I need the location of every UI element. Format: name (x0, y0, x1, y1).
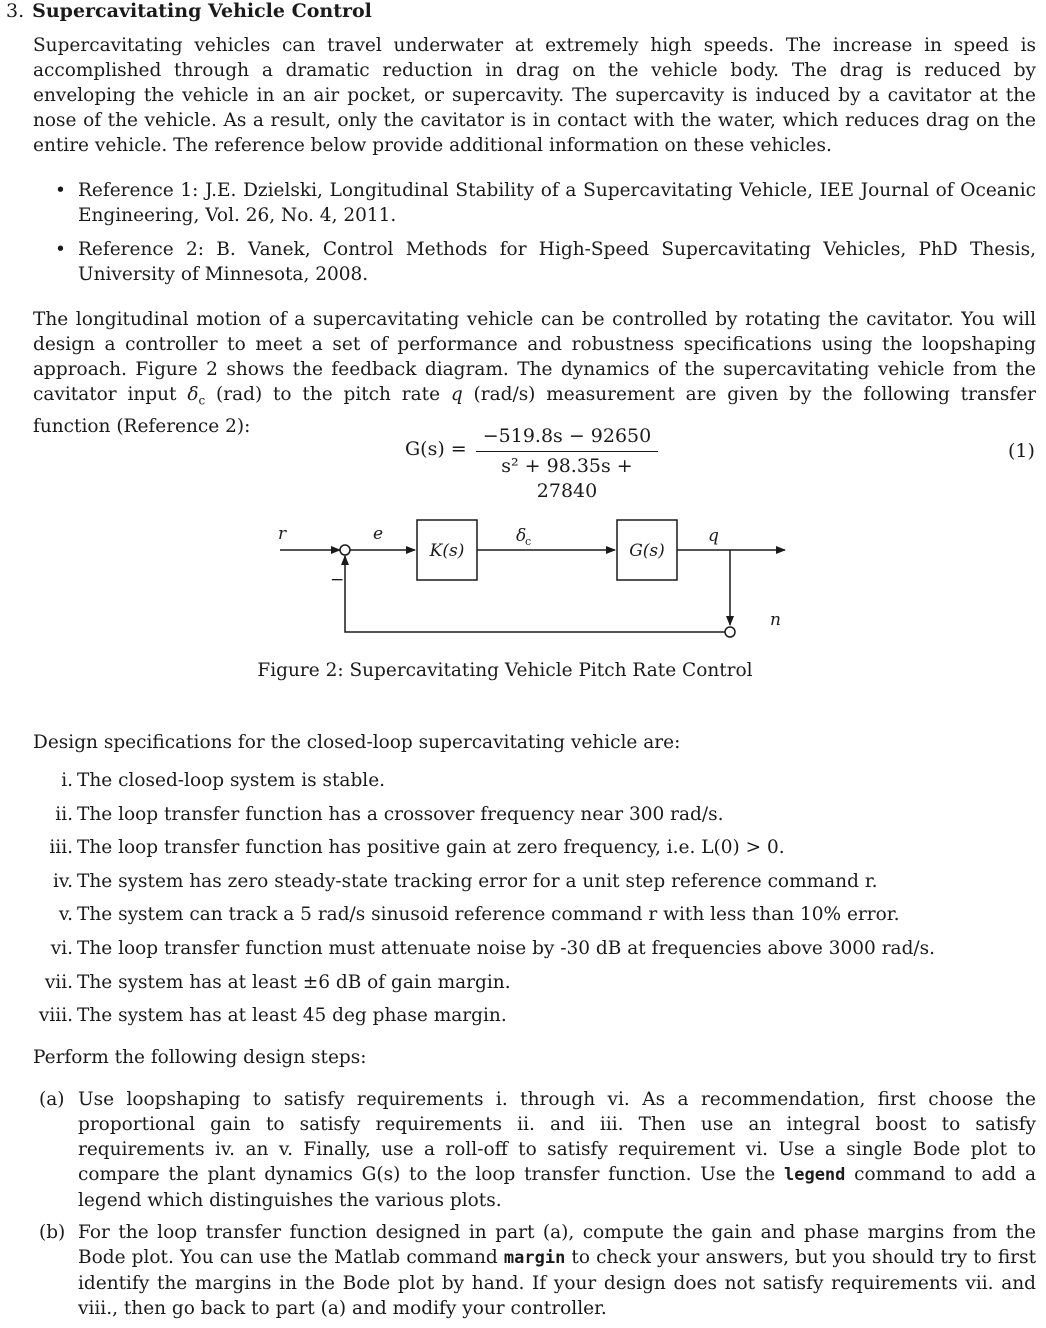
step-text-2: command to add a legend which distinguishes the various plots. (78, 1164, 1036, 1211)
code-margin: margin (503, 1248, 566, 1268)
label-K: K(s) (429, 541, 465, 561)
spec-item (33, 768, 1036, 802)
delta-subscript: c (198, 393, 206, 408)
spec-item (33, 1003, 1036, 1037)
bullet-icon: • (55, 180, 66, 201)
intro-paragraph: Supercavitating vehicles can travel underwater at extremely high speeds. The increase in speed is accomplished through a dramatic reduction in drag on the vehicle body. The drag is reduced by enveloping the vehicle in an air pocket, or supercavity. The supercavity is induced by a cavitator at the nose of the vehicle. As a result, only the cavitator is in contact with the water, which reduces drag on the entire vehicle. The reference below provide additional information on these vehicles. (33, 35, 1036, 156)
step-label: (a) (39, 1089, 65, 1110)
q-symbol: q (450, 384, 463, 405)
spec-list (33, 768, 1036, 1037)
spec-number: iii. (49, 837, 73, 859)
motion-text-2: (rad) to the pitch rate (205, 384, 451, 405)
label-minus: − (330, 570, 345, 590)
label-delta-sub: c (525, 535, 532, 548)
equation-numerator: −519.8s − 92650 (482, 425, 652, 447)
fraction-bar (476, 451, 658, 452)
delta-symbol: δ (187, 384, 199, 405)
spec-number: v. (58, 904, 73, 926)
reference-text: Reference 1: J.E. Dzielski, Longitudinal Stability of a Supercavitating Vehicle, IEE Journal of Oceanic Engineering, Vol. 26, No. 4, 2011. (78, 180, 1036, 226)
spec-text: The loop transfer function must attenuate noise by -30 dB at frequencies above 3000 rad/s. (77, 937, 936, 959)
spec-number: i. (61, 770, 73, 791)
spec-text: The closed-loop system is stable. (77, 770, 386, 791)
step-item (33, 1087, 1036, 1213)
label-e: e (373, 524, 384, 544)
equation-lhs: G(s) = (405, 438, 467, 460)
label-r: r (278, 524, 287, 544)
spec-number: ii. (55, 803, 73, 825)
spec-text: The system has at least ±6 dB of gain margin. (77, 971, 511, 993)
steps-list (33, 1087, 1036, 1328)
step-text-2: to check your answers, but you should try to first identify the margins in the Bode plot by hand. If your design does not satisfy requirements vii. and viii., then go back to part (a) and modify your controller. (78, 1247, 1036, 1319)
equation-tag: (1) (1008, 440, 1035, 462)
spec-text: The system has at least 45 deg phase margin. (77, 1005, 507, 1027)
spec-item (33, 936, 1036, 970)
spec-item (33, 835, 1036, 869)
equation-fraction (474, 424, 660, 502)
reference-list (33, 178, 1036, 296)
spec-item (33, 970, 1036, 1004)
step-label: (b) (39, 1222, 66, 1243)
code-legend: legend (783, 1165, 846, 1185)
label-delta: δ (516, 526, 527, 546)
motion-text-1: The longitudinal motion of a supercavitating vehicle can be controlled by rotating the cavitator. You will design a controller to meet a set of performance and robustness specifications using the loopshaping approach. Figure 2 shows the feedback diagram. The dynamics of the supercavitating vehicle from the cavitator input (33, 309, 1036, 405)
spec-number: viii. (38, 1005, 73, 1027)
equation-denominator: s² + 98.35s + 27840 (501, 455, 633, 502)
reference-item (33, 237, 1036, 287)
spec-item (33, 902, 1036, 936)
spec-number: vii. (44, 971, 73, 993)
spec-text: The system can track a 5 rad/s sinusoid reference command r with less than 10% error. (77, 904, 900, 926)
spec-item (33, 869, 1036, 903)
step-text-1: For the loop transfer function designed in part (a), compute the gain and phase margins from the Bode plot. You can use the Matlab command (78, 1222, 1036, 1268)
step-text-1: Use loopshaping to satisfy requirements i. through vi. As a recommendation, first choose the proportional gain to satisfy requirements ii. and iii. Then use an integral boost to satisfy requirements iv. an v. Finally, use a roll-off to satisfy requirement vi. Use a single Bode plot to compare the plant dynamics G(s) to the loop transfer function. Use the (78, 1089, 1036, 1185)
feedback-diagram (260, 515, 800, 645)
figure-caption: Figure 2: Supercavitating Vehicle Pitch Rate Control (257, 660, 753, 681)
bullet-icon: • (55, 239, 66, 260)
summing-junction (340, 545, 350, 555)
section-title: Supercavitating Vehicle Control (32, 0, 372, 22)
reference-text: Reference 2: B. Vanek, Control Methods for High-Speed Supercavitating Vehicles, PhD Thesis, University of Minnesota, 2008. (78, 239, 1036, 285)
specs-intro: Design specifications for the closed-loop supercavitating vehicle are: (33, 732, 681, 753)
motion-text-3: (rad/s) measurement are given by the following transfer function (Reference 2): (33, 384, 1037, 437)
steps-intro: Perform the following design steps: (33, 1047, 367, 1068)
section-number: 3. (6, 0, 25, 22)
spec-text: The loop transfer function has positive gain at zero frequency, i.e. L(0) > 0. (77, 837, 785, 859)
label-q: q (708, 526, 719, 546)
spec-number: vi. (50, 937, 73, 959)
section-heading (6, 0, 372, 22)
label-G: G(s) (629, 541, 665, 561)
spec-text: The system has zero steady-state tracking error for a unit step reference command r. (77, 870, 878, 892)
reference-item (33, 178, 1036, 228)
noise-junction (725, 627, 735, 637)
spec-item (33, 802, 1036, 836)
transfer-function-equation (0, 420, 1046, 502)
spec-number: iv. (52, 870, 73, 892)
motion-paragraph (33, 307, 1036, 439)
spec-text: The loop transfer function has a crossover frequency near 300 rad/s. (77, 803, 724, 825)
step-item (33, 1220, 1036, 1321)
label-n: n (770, 610, 781, 630)
